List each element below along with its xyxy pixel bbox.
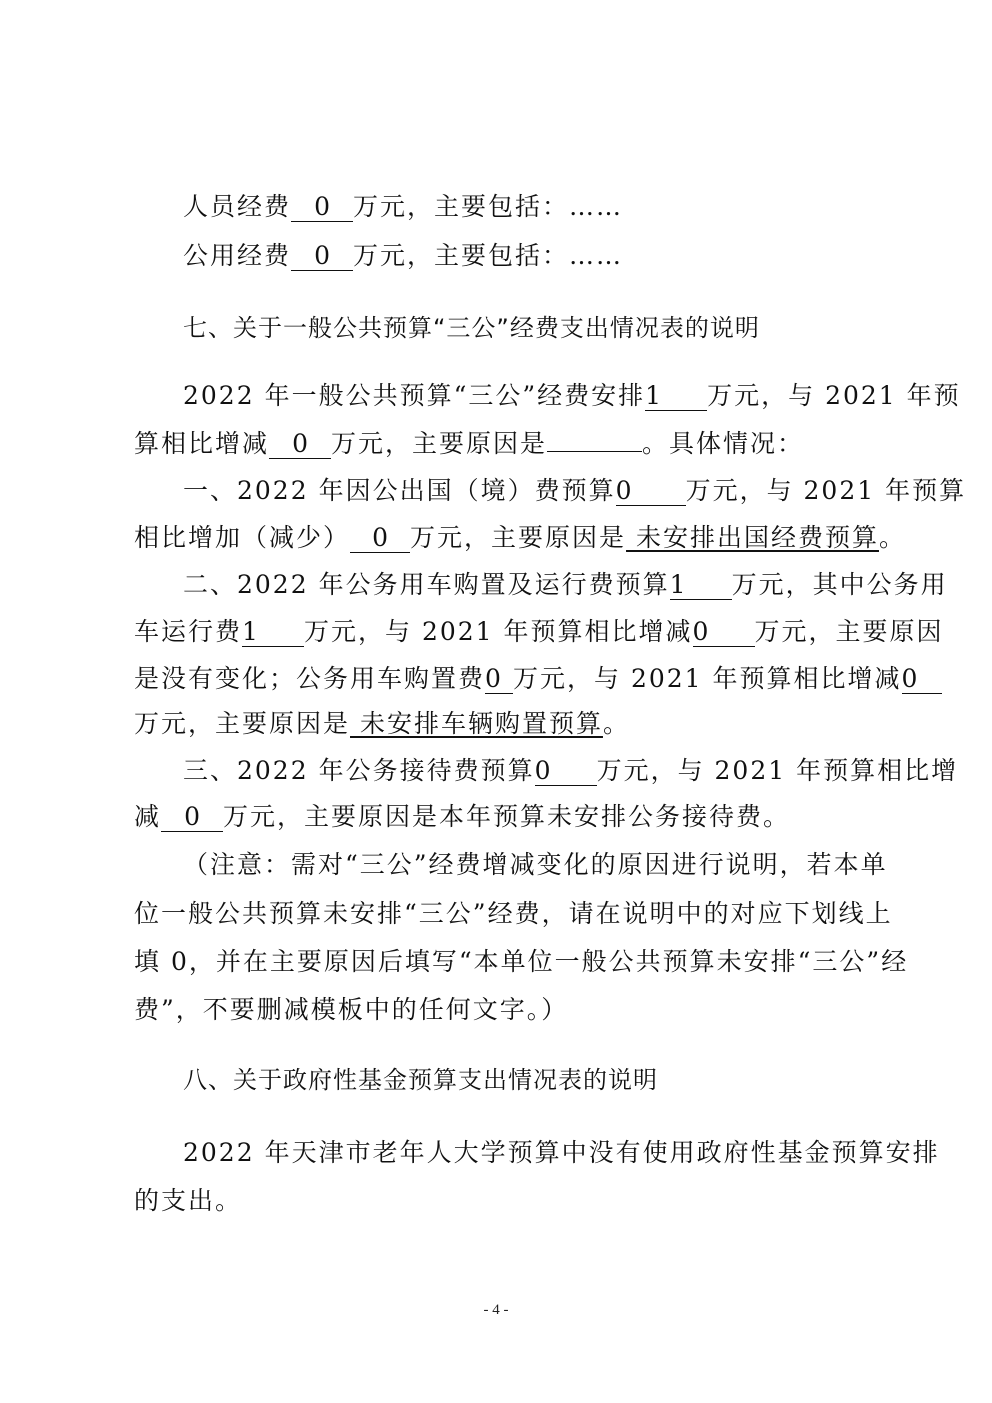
- overseas-reason: 未安排出国经费预算: [626, 523, 879, 552]
- public-expense-line: 公用经费 0 万元，主要包括：……: [183, 241, 624, 270]
- vehicle-line2: 车运行费1 万元，与 2021 年预算相比增减0 万元，主要原因: [134, 617, 944, 646]
- note-line1: （注意：需对“三公”经费增减变化的原因进行说明，若本单: [183, 850, 888, 879]
- vehicle-line4: 万元，主要原因是 未安排车辆购置预算。: [134, 709, 630, 738]
- vehicle-total-value: 1: [670, 571, 732, 600]
- overseas-line2: 相比增加（减少） 0 万元，主要原因是 未安排出国经费预算。: [134, 523, 906, 552]
- fund-budget-line2: 的支出。: [134, 1186, 243, 1215]
- vehicle-line3: 是没有变化；公务用车购置费0 万元，与 2021 年预算相比增减0: [134, 663, 868, 695]
- overseas-budget-value: 0: [616, 477, 686, 506]
- section-heading-8: 八、关于政府性基金预算支出情况表的说明: [183, 1066, 658, 1094]
- three-public-total-value: 1: [645, 382, 707, 411]
- overseas-change-value: 0: [350, 524, 410, 553]
- personnel-expense-value: 0: [291, 193, 353, 222]
- three-public-total-line2: 算相比增减 0 万元，主要原因是 。具体情况：: [134, 429, 805, 458]
- vehicle-operation-value: 1: [242, 618, 304, 647]
- three-public-change-value: 0: [269, 430, 331, 459]
- vehicle-line1: 二、2022 年公务用车购置及运行费预算1 万元，其中公务用: [183, 570, 948, 599]
- reception-line2: 减 0 万元，主要原因是本年预算未安排公务接待费。: [134, 802, 791, 831]
- note-line4: 费”，不要删减模板中的任何文字。）: [134, 995, 569, 1024]
- three-public-total-line1: 2022 年一般公共预算“三公”经费安排1 万元，与 2021 年预: [183, 381, 961, 410]
- reception-line1: 三、2022 年公务接待费预算0 万元，与 2021 年预算相比增: [183, 756, 959, 785]
- public-expense-value: 0: [291, 242, 353, 271]
- section-heading-7: 七、关于一般公共预算“三公”经费支出情况表的说明: [183, 314, 760, 342]
- reception-budget-value: 0: [535, 757, 597, 786]
- vehicle-purchase-change-value: 0: [902, 665, 942, 694]
- page-number: - 4 -: [483, 1302, 509, 1318]
- reception-change-value: 0: [161, 803, 223, 832]
- fund-budget-line1: 2022 年天津市老年人大学预算中没有使用政府性基金预算安排: [183, 1138, 940, 1167]
- vehicle-reason: 未安排车辆购置预算: [350, 709, 603, 738]
- overseas-line1: 一、2022 年因公出国（境）费预算0 万元，与 2021 年预算: [183, 476, 967, 505]
- vehicle-operation-change-value: 0: [693, 618, 755, 647]
- personnel-expense-line: 人员经费 0 万元，主要包括：……: [183, 192, 624, 221]
- vehicle-purchase-value: 0: [485, 665, 513, 694]
- note-line3: 填 0，并在主要原因后填写“本单位一般公共预算未安排“三公”经: [134, 947, 909, 976]
- note-line2: 位一般公共预算未安排“三公”经费，请在说明中的对应下划线上: [134, 899, 893, 928]
- three-public-reason-blank: [547, 451, 642, 452]
